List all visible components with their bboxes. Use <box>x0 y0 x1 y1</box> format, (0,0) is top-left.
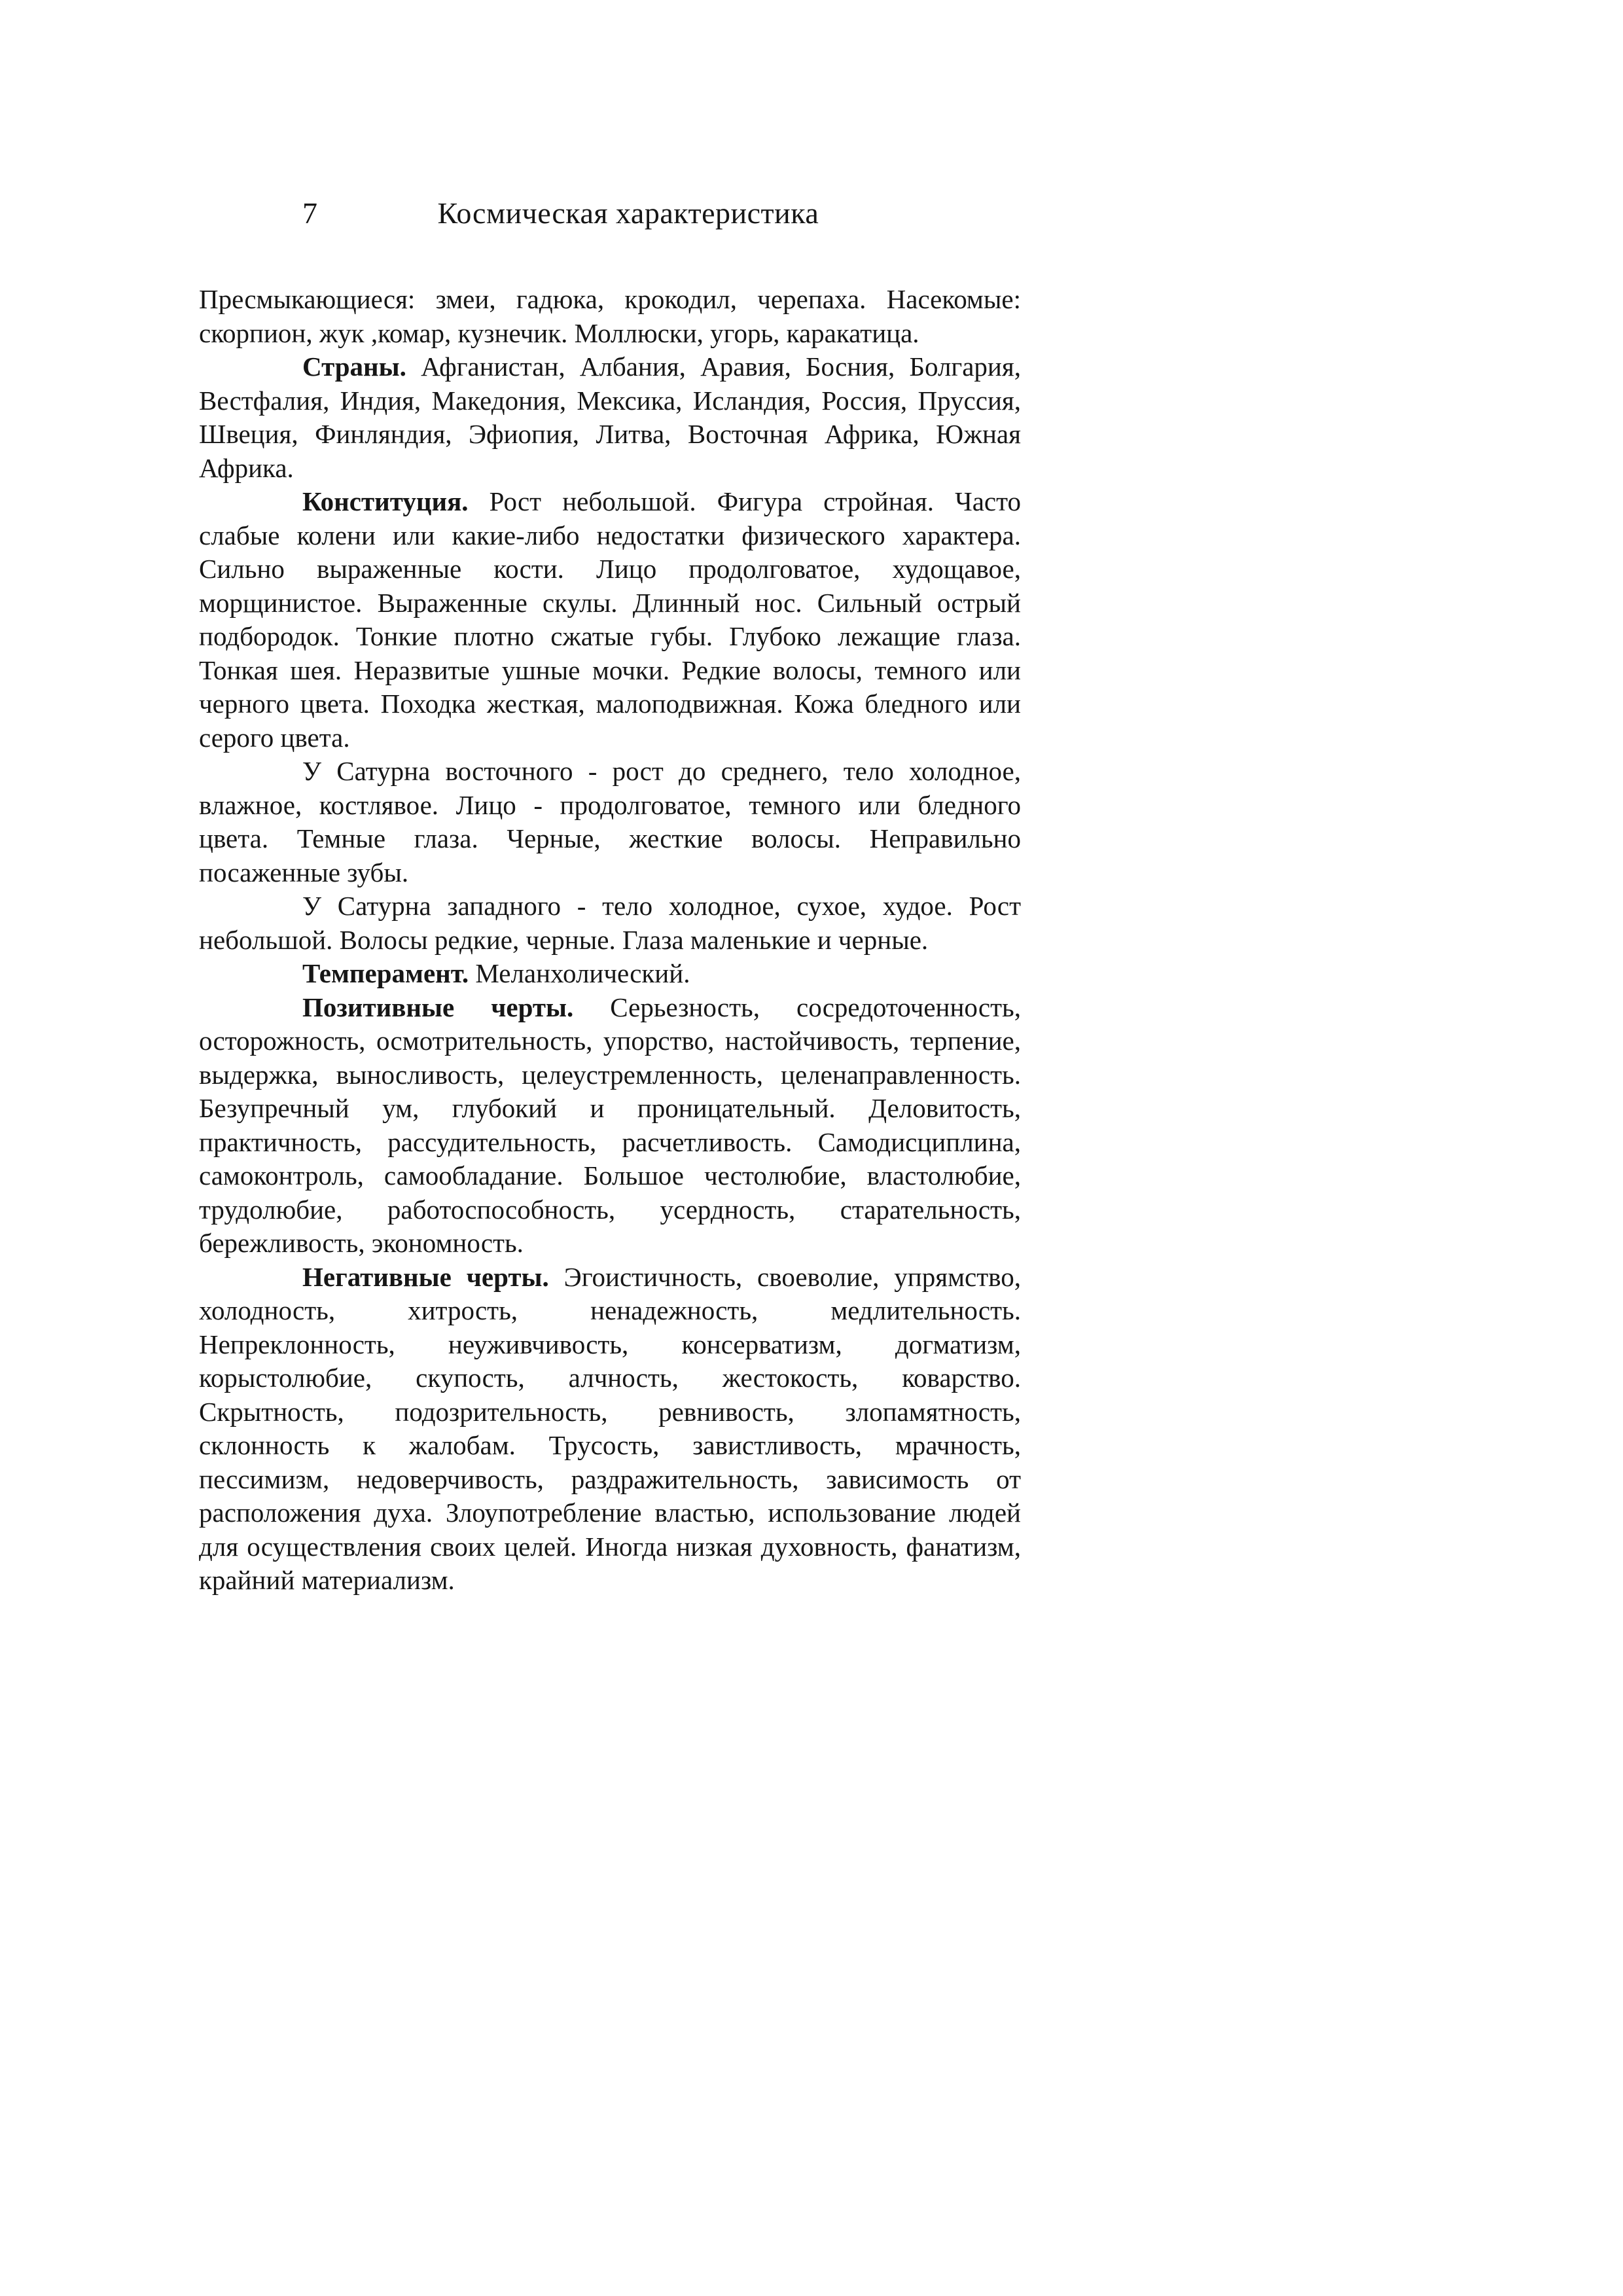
paragraph-text: Пресмыкающиеся: змеи, гадюка, крокодил, черепаха. Насекомые: скорпион, жук ,комар, кузнечик. Моллюски, угорь, каракатица. <box>199 284 1021 348</box>
paragraph-text: Афганистан, Албания, Аравия, Босния, Болгария, Вестфалия, Индия, Македония, Мексика, Исландия, Россия, Пруссия, Швеция, Финляндия, Эфиопия, Литва, Восточная Африка, Южная Африка. <box>199 351 1021 483</box>
paragraph <box>199 350 1021 485</box>
paragraph <box>199 485 1021 755</box>
page-title: Космическая характеристика <box>437 196 819 230</box>
paragraph <box>199 1261 1021 1598</box>
paragraph-text: Меланхолический. <box>475 958 690 988</box>
page-header <box>199 195 1021 232</box>
paragraph-lead: Темперамент. <box>302 958 476 988</box>
paragraph <box>199 283 1021 350</box>
paragraph <box>199 957 1021 991</box>
paragraph-lead: Негативные черты. <box>302 1261 564 1292</box>
page-number: 7 <box>302 196 317 230</box>
paragraph-lead: Позитивные черты. <box>302 992 611 1022</box>
paragraph-text: Рост небольшой. Фигура стройная. Часто слабые колени или какие-либо недостатки физического характера. Сильно выраженные кости. Лицо продолговатое, худощавое, морщинистое. Выраженные скулы. Длинный нос. Сильный острый подбородок. Тонкие плотно сжатые губы. Глубоко лежащие глаза. Тонкая шея. Неразвитые ушные мочки. Редкие волосы, темного или черного цвета. Походка жесткая, малоподвижная. Кожа бледного или серого цвета. <box>199 486 1021 753</box>
paragraph-text: У Сатурна восточного - рост до среднего, тело холодное, влажное, костлявое. Лицо - продолговатое, темного или бледного цвета. Темные глаза. Черные, жесткие волосы. Неправильно посаженные зубы. <box>199 756 1021 888</box>
paragraph-text: Серьезность, сосредоточенность, осторожность, осмотрительность, упорство, настойчивость, терпение, выдержка, выносливость, целеустремленность, целенаправленность. Безупречный ум, глубокий и проницательный. Деловитость, практичность, рассудительность, расчетливость. Самодисциплина, самоконтроль, самообладание. Большое честолюбие, властолюбие, трудолюбие, работоспособность, усердность, старательность, бережливость, экономность. <box>199 992 1021 1258</box>
paragraph-text: Эгоистичность, своеволие, упрямство, холодность, хитрость, ненадежность, медлительность. Непреклонность, неуживчивость, консерватизм, догматизм, корыстолюбие, скупость, алчность, жестокость, коварство. Скрытность, подозрительность, ревнивость, злопамятность, склонность к жалобам. Трусость, завистливость, мрачность, пессимизм, недоверчивость, раздражительность, зависимость от расположения духа. Злоупотребление властью, использование людей для осуществления своих целей. Иногда низкая духовность, фанатизм, крайний материализм. <box>199 1261 1021 1595</box>
paragraph-lead: Конституция. <box>302 486 490 516</box>
paragraph-text: У Сатурна западного - тело холодное, сухое, худое. Рост небольшой. Волосы редкие, черные. Глаза маленькие и черные. <box>199 891 1021 955</box>
page-body <box>199 283 1021 1598</box>
paragraph <box>199 991 1021 1261</box>
paragraph <box>199 755 1021 889</box>
paragraph-lead: Страны. <box>302 351 421 382</box>
paragraph <box>199 889 1021 957</box>
